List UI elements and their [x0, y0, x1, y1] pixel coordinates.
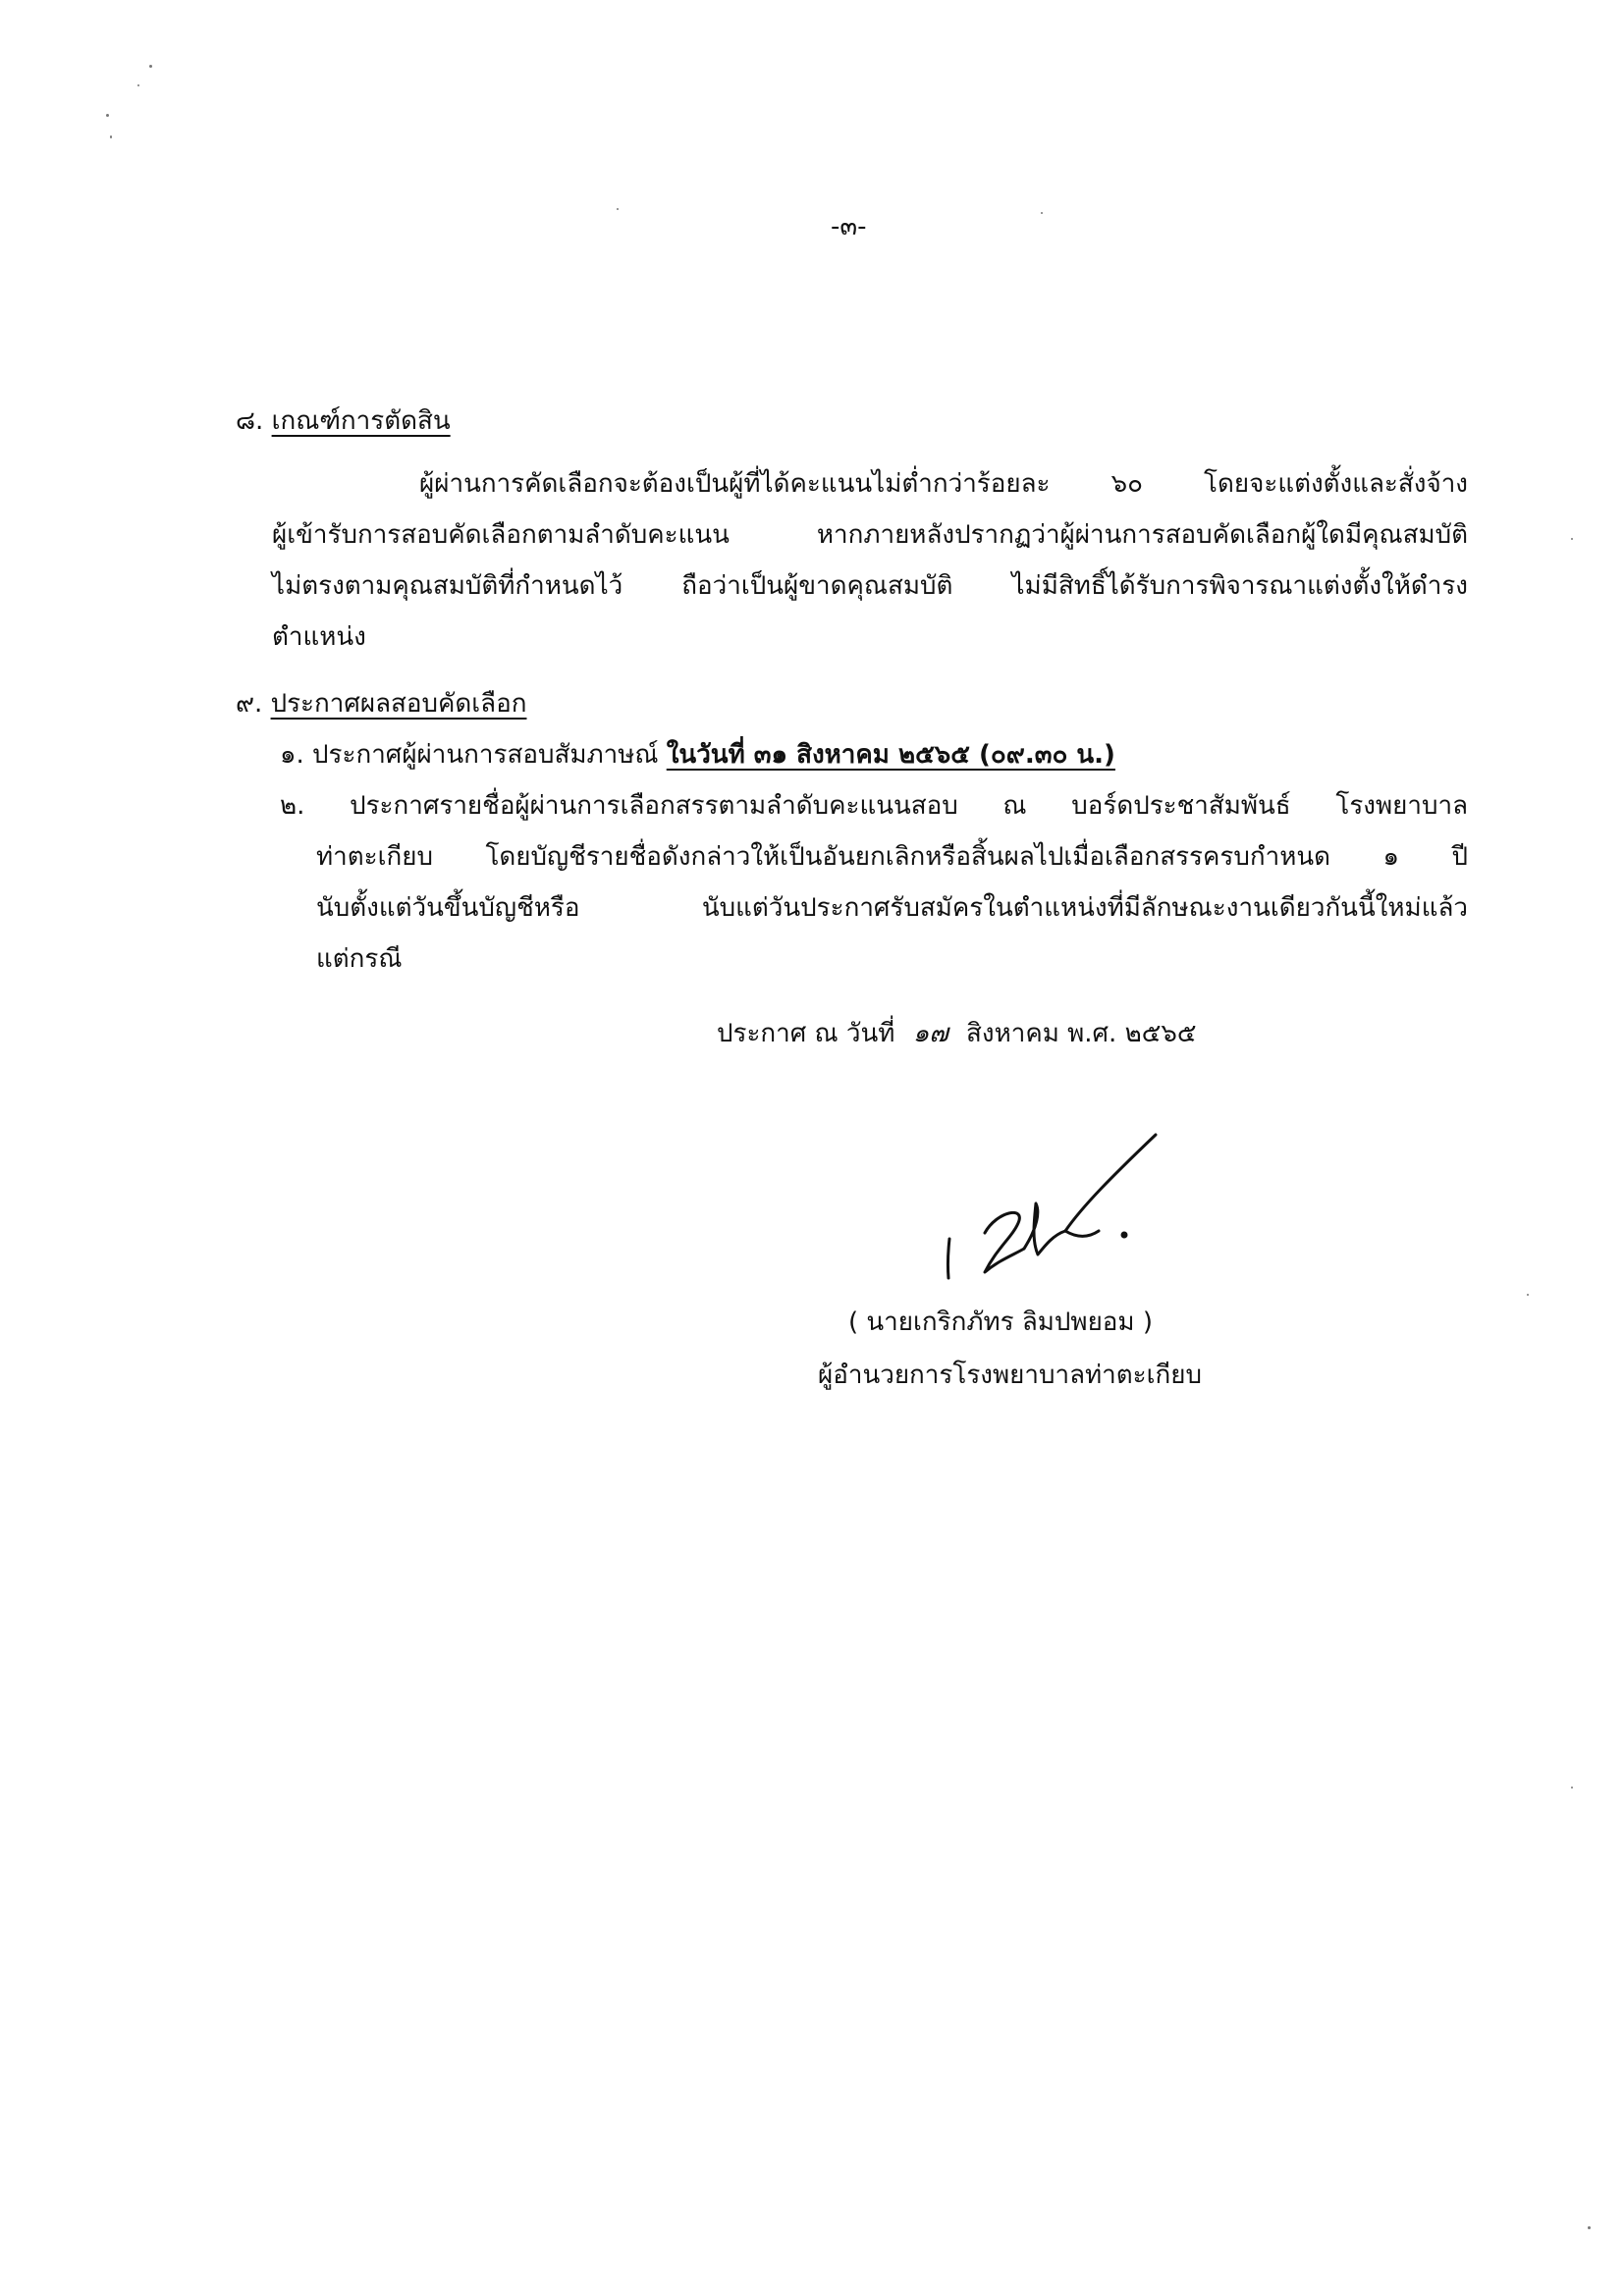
- section-8-heading-row: [236, 404, 451, 438]
- section-8-heading: เกณฑ์การตัดสิน: [271, 406, 451, 436]
- section-8-line-2: ผู้เข้ารับการสอบคัดเลือกตามลำดับคะแนน หากภายหลังปรากฏว่าผู้ผ่านการสอบคัดเลือกผู้ใดมีคุณสมบัติ: [272, 520, 1468, 550]
- announcement-prefix: ประกาศ ณ วันที่: [717, 1019, 895, 1048]
- scan-speck: [1571, 1787, 1573, 1789]
- scan-speck: [1041, 212, 1043, 214]
- section-8-number: ๘.: [236, 406, 264, 436]
- announcement-date: [717, 1017, 1197, 1050]
- scan-speck: [1588, 2226, 1591, 2229]
- announcement-suffix: สิงหาคม พ.ศ. ๒๕๖๕: [966, 1019, 1197, 1048]
- item-1-text: ๑. ประกาศผู้ผ่านการสอบสัมภาษณ์: [280, 740, 667, 770]
- section-9-number: ๙.: [236, 689, 263, 719]
- section-9-item-2-line-4: แต่กรณี: [316, 944, 403, 974]
- section-8-line-1: ผู้ผ่านการคัดเลือกจะต้องเป็นผู้ที่ได้คะแนนไม่ต่ำกว่าร้อยละ ๖๐ โดยจะแต่งตั้งและสั่งจ้าง: [419, 469, 1468, 499]
- scan-speck: [149, 65, 152, 68]
- signatory-name: ( นายเกริกภัทร ลิมปพยอม ): [848, 1308, 1153, 1337]
- handwritten-day: ๑๗: [912, 1019, 948, 1048]
- section-9-item-2-line-2: ท่าตะเกียบ โดยบัญชีรายชื่อดังกล่าวให้เป็นอันยกเลิกหรือสิ้นผลไปเมื่อเลือกสรรครบกำหนด ๑ ปี: [316, 842, 1468, 872]
- scan-speck: [617, 208, 619, 210]
- section-8-line-3: ไม่ตรงตามคุณสมบัติที่กำหนดไว้ ถือว่าเป็นผู้ขาดคุณสมบัติ ไม่มีสิทธิ์ได้รับการพิจารณาแต่งตั้งให้ดำรง: [272, 571, 1468, 601]
- section-9-item-2-line-3: นับตั้งแต่วันขึ้นบัญชีหรือ นับแต่วันประกาศรับสมัครในตำแหน่งที่มีลักษณะงานเดียวกันนี้ใหม่แล้ว: [316, 893, 1468, 923]
- item-1-date-emphasis: ในวันที่ ๓๑ สิงหาคม ๒๕๖๕ (๐๙.๓๐ น.): [666, 740, 1115, 770]
- scan-speck: [1527, 1294, 1529, 1296]
- scan-speck: [110, 135, 112, 138]
- section-9-item-1: [280, 738, 1115, 772]
- handwritten-signature: [918, 1129, 1173, 1296]
- signatory-position: ผู้อำนวยการโรงพยาบาลท่าตะเกียบ: [818, 1361, 1202, 1390]
- scan-speck: [106, 114, 109, 117]
- section-9-item-2-line-1: ๒. ประกาศรายชื่อผู้ผ่านการเลือกสรรตามลำดับคะแนนสอบ ณ บอร์ดประชาสัมพันธ์ โรงพยาบาล: [280, 791, 1468, 821]
- section-9-heading: ประกาศผลสอบคัดเลือก: [270, 689, 527, 719]
- section-9-heading-row: [236, 687, 526, 721]
- page-number: -๓-: [831, 212, 867, 241]
- section-8-line-4: ตำแหน่ง: [272, 622, 366, 652]
- scan-speck: [137, 84, 139, 86]
- scan-speck: [1571, 538, 1573, 540]
